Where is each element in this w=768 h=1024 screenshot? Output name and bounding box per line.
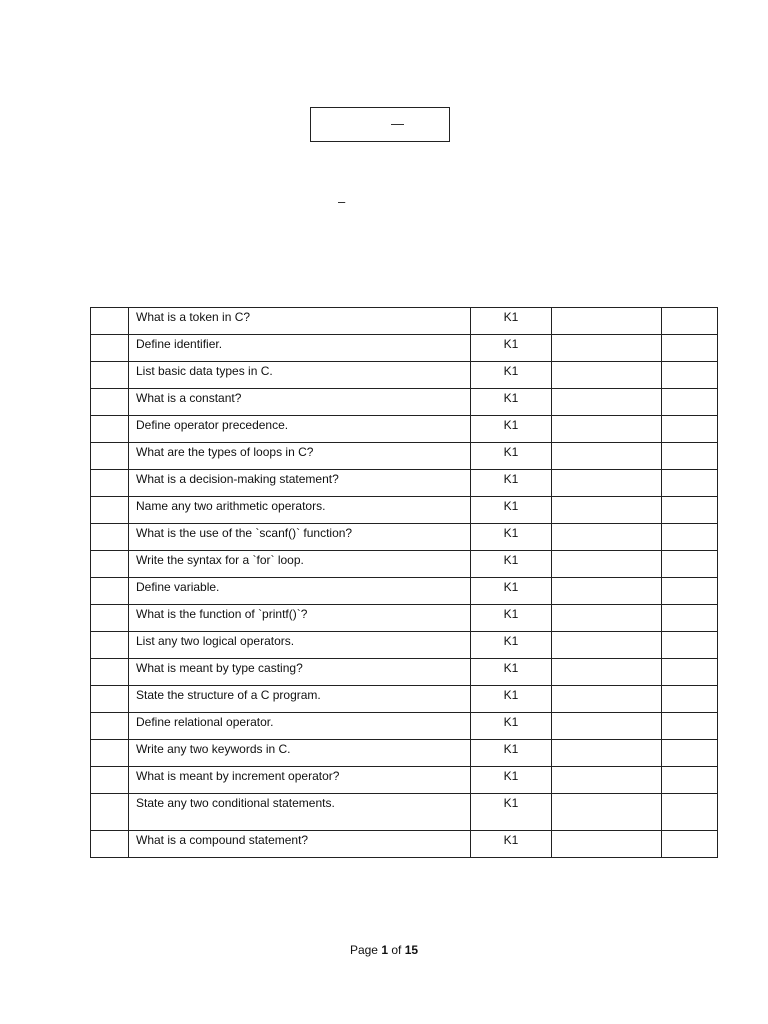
course-outcome-cell [552,578,662,605]
table-row [91,831,718,858]
table-row [91,470,718,497]
question-number-cell [91,389,129,416]
title-box [310,107,450,142]
question-text-cell: List any two logical operators. [129,632,471,659]
question-number-cell [91,308,129,335]
marks-cell [662,794,718,831]
question-text-cell: State the structure of a C program. [129,686,471,713]
knowledge-level-cell: K1 [471,443,552,470]
marks-cell [662,632,718,659]
knowledge-level-cell: K1 [471,794,552,831]
course-outcome-cell [552,605,662,632]
question-text-cell: Name any two arithmetic operators. [129,497,471,524]
marks-cell [662,578,718,605]
page-footer [0,943,768,957]
knowledge-level-cell: K1 [471,470,552,497]
question-number-cell [91,794,129,831]
marks-cell [662,416,718,443]
marks-cell [662,470,718,497]
course-outcome-cell [552,659,662,686]
page-number: 1 [381,943,388,957]
knowledge-level-cell: K1 [471,335,552,362]
question-text-cell: What is a decision-making statement? [129,470,471,497]
table-row [91,335,718,362]
question-number-cell [91,470,129,497]
table-row [91,659,718,686]
question-number-cell [91,659,129,686]
course-outcome-cell [552,524,662,551]
knowledge-level-cell: K1 [471,686,552,713]
page-of-label: of [391,943,402,957]
question-number-cell [91,335,129,362]
knowledge-level-cell: K1 [471,497,552,524]
question-number-cell [91,497,129,524]
question-text-cell: What are the types of loops in C? [129,443,471,470]
table-row [91,713,718,740]
table-row [91,767,718,794]
course-outcome-cell [552,767,662,794]
title-box-dash: — [391,116,404,131]
marks-cell [662,443,718,470]
marks-cell [662,497,718,524]
marks-cell [662,335,718,362]
course-outcome-cell [552,362,662,389]
marks-cell [662,686,718,713]
table-row [91,497,718,524]
question-text-cell: What is a constant? [129,389,471,416]
table-row [91,362,718,389]
knowledge-level-cell: K1 [471,831,552,858]
knowledge-level-cell: K1 [471,362,552,389]
course-outcome-cell [552,632,662,659]
question-number-cell [91,605,129,632]
knowledge-level-cell: K1 [471,308,552,335]
marks-cell [662,831,718,858]
question-text-cell: Write any two keywords in C. [129,740,471,767]
course-outcome-cell [552,497,662,524]
question-number-cell [91,551,129,578]
table-row [91,416,718,443]
course-outcome-cell [552,551,662,578]
course-outcome-cell [552,335,662,362]
question-number-cell [91,767,129,794]
question-text-cell: What is meant by increment operator? [129,767,471,794]
marks-cell [662,362,718,389]
question-text-cell: What is meant by type casting? [129,659,471,686]
marks-cell [662,713,718,740]
page-label: Page [349,943,378,957]
marks-cell [662,524,718,551]
question-text-cell: What is the function of `printf()`? [129,605,471,632]
knowledge-level-cell: K1 [471,605,552,632]
question-table-body [91,308,718,858]
course-outcome-cell [552,443,662,470]
question-text-cell: Define identifier. [129,335,471,362]
course-outcome-cell [552,308,662,335]
marks-cell [662,605,718,632]
table-row [91,578,718,605]
question-text-cell: List basic data types in C. [129,362,471,389]
knowledge-level-cell: K1 [471,389,552,416]
subtitle-dash: – [338,194,346,209]
marks-cell [662,740,718,767]
course-outcome-cell [552,686,662,713]
question-number-cell [91,524,129,551]
question-number-cell [91,713,129,740]
marks-cell [662,308,718,335]
marks-cell [662,389,718,416]
knowledge-level-cell: K1 [471,767,552,794]
question-number-cell [91,740,129,767]
total-pages: 15 [404,943,419,957]
question-number-cell [91,831,129,858]
question-table [90,307,718,858]
course-outcome-cell [552,470,662,497]
question-text-cell: What is a compound statement? [129,831,471,858]
course-outcome-cell [552,740,662,767]
question-text-cell: Write the syntax for a `for` loop. [129,551,471,578]
table-row [91,740,718,767]
question-number-cell [91,443,129,470]
table-row [91,443,718,470]
question-text-cell: State any two conditional statements. [129,794,471,831]
table-row [91,551,718,578]
question-number-cell [91,362,129,389]
knowledge-level-cell: K1 [471,713,552,740]
table-row [91,794,718,831]
table-row [91,308,718,335]
course-outcome-cell [552,794,662,831]
marks-cell [662,551,718,578]
question-number-cell [91,686,129,713]
knowledge-level-cell: K1 [471,416,552,443]
table-row [91,686,718,713]
course-outcome-cell [552,713,662,740]
knowledge-level-cell: K1 [471,551,552,578]
knowledge-level-cell: K1 [471,659,552,686]
question-text-cell: What is the use of the `scanf()` function? [129,524,471,551]
course-outcome-cell [552,389,662,416]
question-text-cell: Define relational operator. [129,713,471,740]
course-outcome-cell [552,416,662,443]
knowledge-level-cell: K1 [471,578,552,605]
marks-cell [662,767,718,794]
marks-cell [662,659,718,686]
question-number-cell [91,632,129,659]
question-number-cell [91,578,129,605]
table-row [91,605,718,632]
knowledge-level-cell: K1 [471,740,552,767]
table-row [91,632,718,659]
knowledge-level-cell: K1 [471,632,552,659]
question-text-cell: Define operator precedence. [129,416,471,443]
question-number-cell [91,416,129,443]
question-text-cell: What is a token in C? [129,308,471,335]
table-row [91,389,718,416]
knowledge-level-cell: K1 [471,524,552,551]
course-outcome-cell [552,831,662,858]
question-text-cell: Define variable. [129,578,471,605]
table-row [91,524,718,551]
